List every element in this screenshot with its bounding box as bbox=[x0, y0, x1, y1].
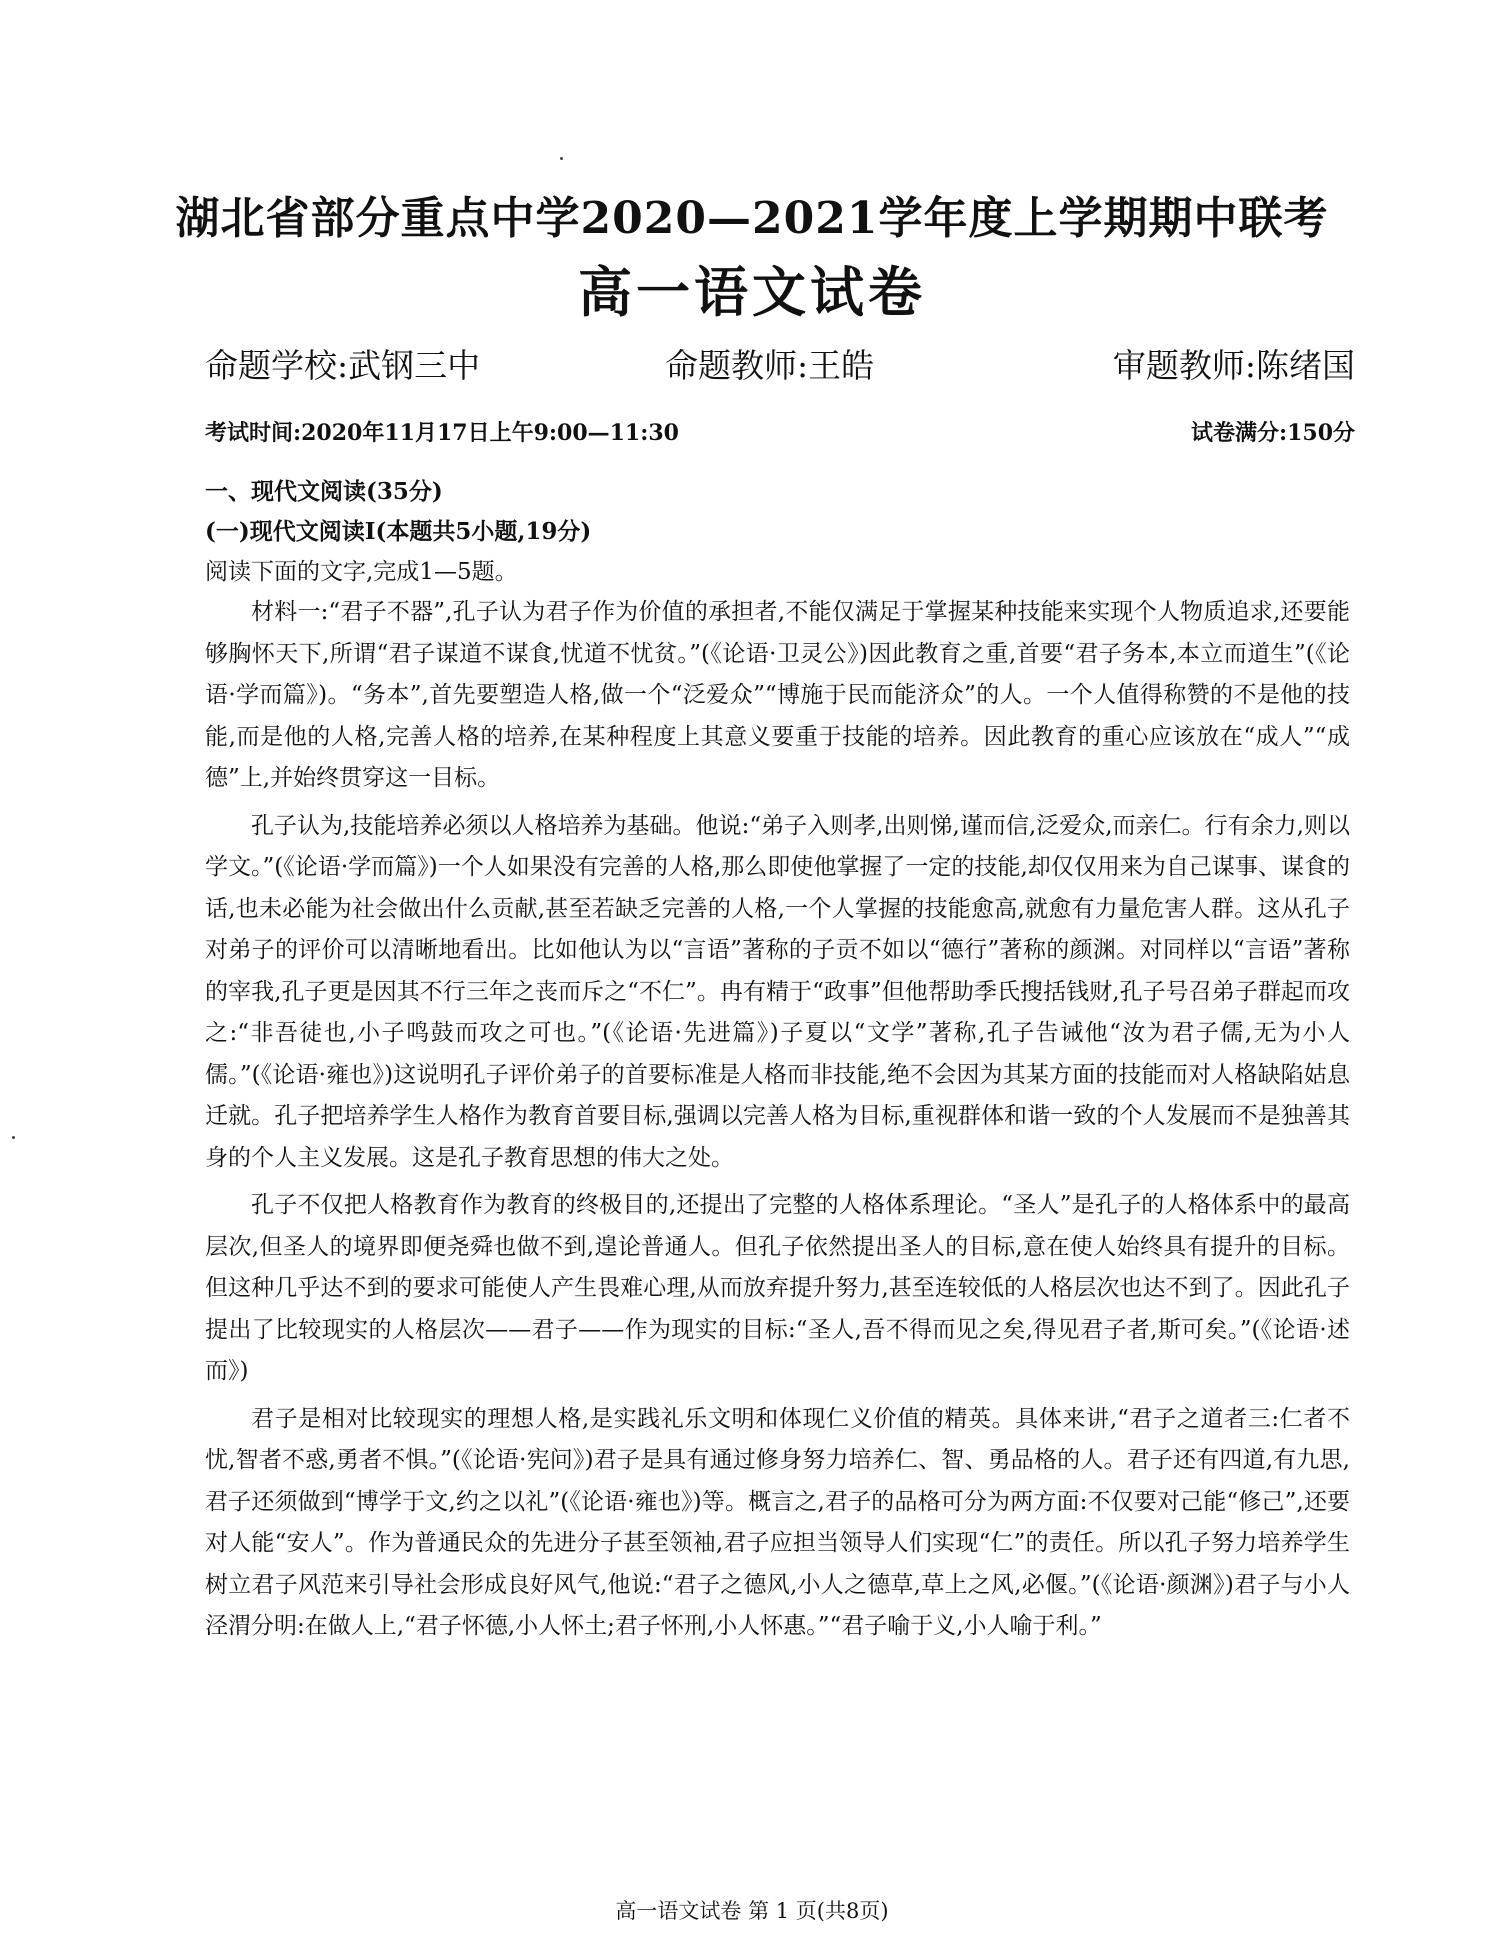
paragraph-personality-system: 孔子不仅把人格教育作为教育的终极目的,还提出了完整的人格体系理论。“圣人”是孔子的人格体系中的最高层次,但圣人的境界即便尧舜也做不到,遑论普通人。但孔子依然提出圣人的目标,意在使人始终具有提升的目标。但这种几乎达不到的要求可能使人产生畏难心理,从而放弃提升努力,甚至连较低的人格层次也达不到了。因此孔子提出了比较现实的人格层次——君子——作为现实的目标:“圣人,吾不得而见之矣,得见君子者,斯可矣。”(《论语·述而》) bbox=[205, 1192, 1350, 1384]
exam-time: 考试时间:2020年11月17日上午9:00—11:30 bbox=[205, 420, 679, 446]
exam-title: 湖北省部分重点中学2020—2021学年度上学期期中联考 bbox=[175, 193, 1329, 244]
paragraph-material-one: 材料一:“君子不器”,孔子认为君子作为价值的承担者,不能仅满足于掌握某种技能来实现个人物质追求,还要能够胸怀天下,所谓“君子谋道不谋食,忧道不忧贫。”(《论语·卫灵公》)因此教育之重,首要“君子务本,本立而道生”(《论语·学而篇》)。“务本”,首先要塑造人格,做一个“泛爱众”“博施于民而能济众”的人。一个人值得称赞的不是他的技能,而是他的人格,完善人格的培养,在某种程度上其意义要重于技能的培养。因此教育的重心应该放在“成人”“成德”上,并始终贯穿这一目标。 bbox=[205, 599, 1350, 791]
exam-content bbox=[205, 472, 1350, 1648]
full-score: 试卷满分:150分 bbox=[1190, 420, 1355, 446]
page-footer: 高一语文试卷 第 1 页(共8页) bbox=[615, 1899, 889, 1923]
scan-speck bbox=[560, 157, 563, 160]
author-info-row bbox=[205, 340, 1355, 390]
paragraph-junzi: 君子是相对比较现实的理想人格,是实践礼乐文明和体现仁义价值的精英。具体来讲,“君子之道者三:仁者不忧,智者不惑,勇者不惧。”(《论语·宪问》)君子是具有通过修身努力培养仁、智、勇品格的人。君子还有四道,有九思,君子还须做到“博学于文,约之以礼”(《论语·雍也》)等。概言之,君子的品格可分为两方面:不仅要对己能“修己”,还要对人能“安人”。作为普通民众的先进分子甚至领袖,君子应担当领导人们实现“仁”的责任。所以孔子努力培养学生树立君子风范来引导社会形成良好风气,他说:“君子之德风,小人之德草,草上之风,必偃。”(《论语·颜渊》)君子与小人泾渭分明:在做人上,“君子怀德,小人怀土;君子怀刑,小人怀惠。”“君子喻于义,小人喻于利。” bbox=[205, 1405, 1350, 1639]
exam-info-row bbox=[205, 416, 1355, 448]
paragraph-skill-and-character: 孔子认为,技能培养必须以人格培养为基础。他说:“弟子入则孝,出则悌,谨而信,泛爱众,而亲仁。行有余力,则以学文。”(《论语·学而篇》)一个人如果没有完善的人格,那么即使他掌握了一定的技能,却仅仅用来为自己谋事、谋食的话,也未必能为社会做出什么贡献,甚至若缺乏完善的人格,一个人掌握的技能愈高,就愈有力量危害人群。这从孔子对弟子的评价可以清晰地看出。比如他认为以“言语”著称的子贡不如以“德行”著称的颜渊。对同样以“言语”著称的宰我,孔子更是因其不行三年之丧而斥之“不仁”。冉有精于“政事”但他帮助季氏搜括钱财,孔子号召弟子群起而攻之:“非吾徒也,小子鸣鼓而攻之可也。”(《论语·先进篇》)子夏以“文学”著称,孔子告诫他“汝为君子儒,无为小人儒。”(《论语·雍也》)这说明孔子评价弟子的首要标准是人格而非技能,绝不会因为其某方面的技能而对人格缺陷姑息迁就。孔子把培养学生人格作为教育首要目标,强调以完善人格为目标,重视群体和谐一致的个人发展而不是独善其身的个人主义发展。这是孔子教育思想的伟大之处。 bbox=[205, 812, 1350, 1171]
exam-subtitle: 高一语文试卷 bbox=[578, 260, 926, 324]
setting-school: 命题学校:武钢三中 bbox=[205, 346, 481, 385]
section-subtitle: (一)现代文阅读Ⅰ(本题共5小题,19分) bbox=[205, 518, 592, 545]
reviewing-teacher: 审题教师:陈绪国 bbox=[1112, 346, 1355, 385]
reading-instruction: 阅读下面的文字,完成1—5题。 bbox=[205, 559, 518, 585]
scan-speck bbox=[12, 1136, 15, 1139]
setting-teacher: 命题教师:王皓 bbox=[665, 346, 875, 385]
part-title: 一、现代文阅读(35分) bbox=[205, 478, 443, 505]
